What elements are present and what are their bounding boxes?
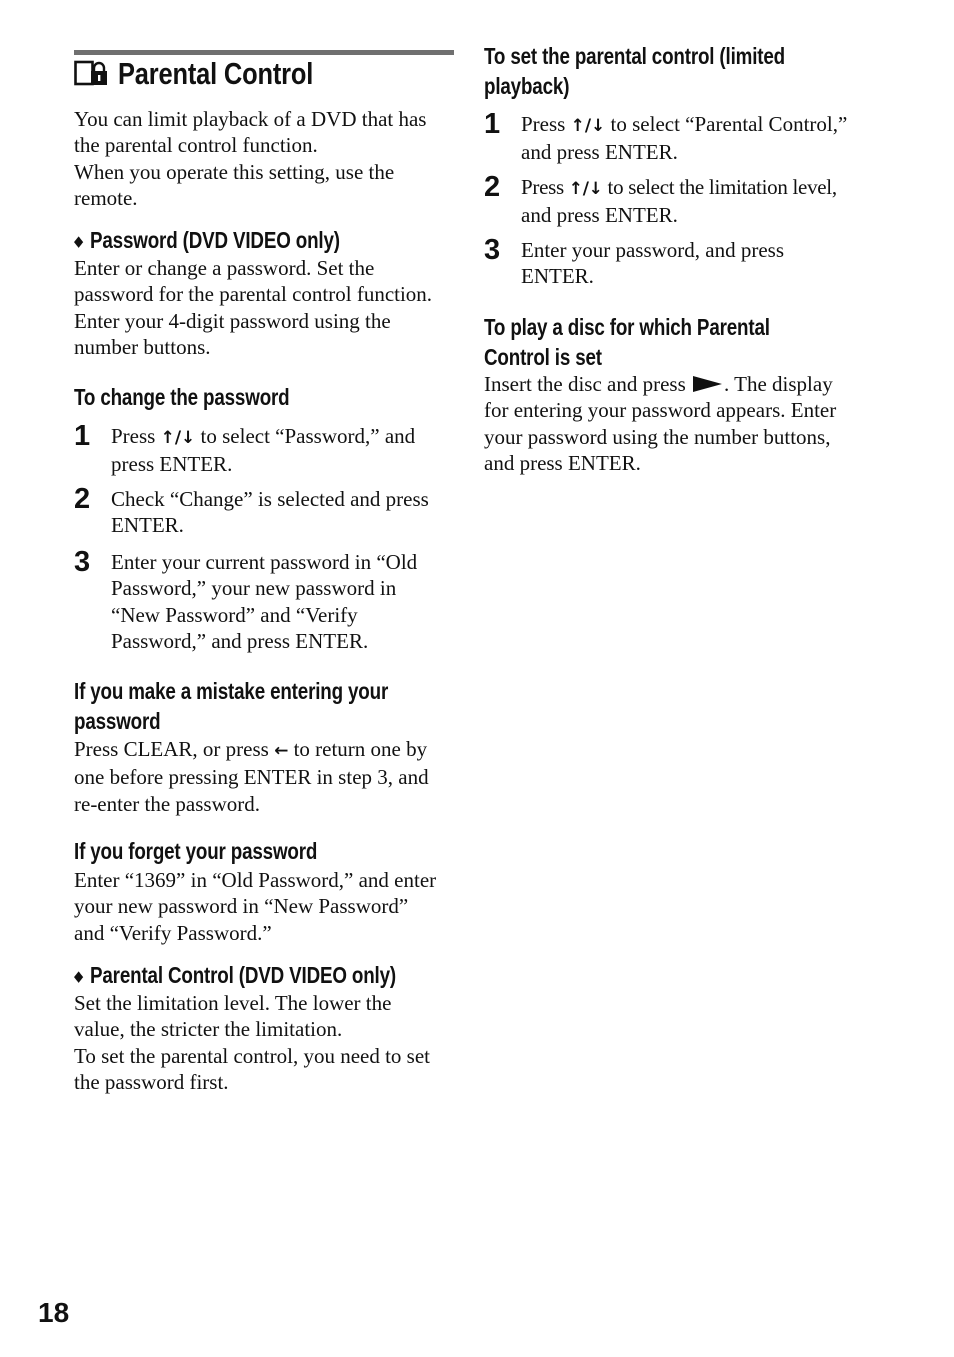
heading-text: Password (DVD VIDEO only) <box>90 227 340 253</box>
heading-text: To play a disc for which Parental <box>484 314 770 340</box>
parental-body <box>74 990 430 1096</box>
step-number: 3 <box>484 234 501 266</box>
text-line: and press ENTER. <box>521 203 678 228</box>
text-line: and press ENTER. <box>484 451 641 476</box>
text: to select “Password,” and <box>195 424 416 448</box>
text-line: You can limit playback of a DVD that has <box>74 107 427 131</box>
step-number: 2 <box>74 483 91 515</box>
text: to select the limitation level, <box>602 175 837 199</box>
diamond-icon: ◆ <box>74 967 84 985</box>
text-line: When you operate this setting, use the <box>74 159 395 184</box>
password-body <box>74 255 432 361</box>
text-line: re-enter the password. <box>74 791 261 816</box>
text-line: your new password in “New Password” <box>74 894 409 919</box>
text-line: Password,” your new password in <box>111 576 397 601</box>
text-line: the parental control function. <box>74 133 318 158</box>
step-number: 1 <box>74 420 91 452</box>
diamond-icon: ◆ <box>74 232 84 250</box>
text-line: Enter or change a password. Set the <box>74 256 375 280</box>
heading-text: Control is set <box>484 344 602 370</box>
text-line: your password using the number buttons, <box>484 424 831 449</box>
text-line: To set the parental control, you need to set <box>74 1043 431 1068</box>
text-line: Enter your password, and press <box>521 238 785 262</box>
text-line: number buttons. <box>74 335 211 360</box>
parental-lock-icon <box>74 60 108 88</box>
up-down-arrow-icon: ↑/↓ <box>160 428 196 448</box>
text: Press CLEAR, or press <box>74 737 275 761</box>
heading-text: playback) <box>484 73 570 99</box>
title-rule <box>74 50 454 55</box>
play-icon <box>693 376 722 392</box>
heading-text: Parental Control (DVD VIDEO only) <box>90 962 396 988</box>
text-line: ENTER. <box>521 264 594 289</box>
limited-heading <box>484 42 860 102</box>
title-text: Parental Control <box>118 56 314 91</box>
text-line: Enter your 4-digit password using the <box>74 308 391 333</box>
forget-heading <box>74 837 378 866</box>
text-line: Enter your current password in “Old <box>111 550 418 574</box>
text-line: value, the stricter the limitation. <box>74 1017 343 1042</box>
text: Press <box>521 175 569 199</box>
page-number: 18 <box>38 1297 70 1328</box>
heading-text: To set the parental control (limited <box>484 43 785 69</box>
mistake-heading <box>74 677 467 737</box>
text-line: password for the parental control function. <box>74 282 433 307</box>
parental-heading <box>74 961 477 990</box>
step-number: 3 <box>74 546 91 578</box>
text: Insert the disc and press <box>484 372 692 396</box>
up-down-arrow-icon: ↑/↓ <box>568 179 603 199</box>
text-line: the password first. <box>74 1070 229 1095</box>
password-heading <box>74 226 406 255</box>
heading-text: If you forget your password <box>74 838 318 864</box>
text: . The display <box>724 372 833 396</box>
change-password-heading <box>74 383 343 412</box>
text-line: Check “Change” is selected and press <box>111 487 429 511</box>
text-line: remote. <box>74 186 138 211</box>
play-disc-heading <box>484 313 841 373</box>
play-disc-body <box>484 371 836 477</box>
text-line: press ENTER. <box>111 452 233 477</box>
up-down-arrow-icon: ↑/↓ <box>570 116 606 136</box>
text-line: Enter “1369” in “Old Password,” and enter <box>74 868 437 892</box>
text: to return one by <box>288 737 428 761</box>
left-arrow-icon: ← <box>274 741 289 761</box>
page-title <box>74 56 356 92</box>
step-number: 1 <box>484 108 501 140</box>
text: Press <box>111 424 161 448</box>
intro-paragraph <box>74 106 426 212</box>
text: to select “Parental Control,” <box>605 112 848 136</box>
text-line: Password,” and press ENTER. <box>111 629 369 654</box>
mistake-body <box>74 736 429 817</box>
heading-text: If you make a mistake entering your <box>74 678 389 704</box>
text-line: ENTER. <box>111 513 184 538</box>
text-line: for entering your password appears. Enter <box>484 398 837 423</box>
text-line: and press ENTER. <box>521 140 678 165</box>
text-line: one before pressing ENTER in step 3, and <box>74 765 429 790</box>
text-line: and “Verify Password.” <box>74 920 272 945</box>
text-line: Set the limitation level. The lower the <box>74 991 392 1015</box>
heading-text: password <box>74 708 161 734</box>
step-number: 2 <box>484 171 501 203</box>
text: Press <box>521 112 571 136</box>
heading-text: To change the password <box>74 384 290 410</box>
forget-body <box>74 867 436 946</box>
text-line: “New Password” and “Verify <box>111 602 358 627</box>
